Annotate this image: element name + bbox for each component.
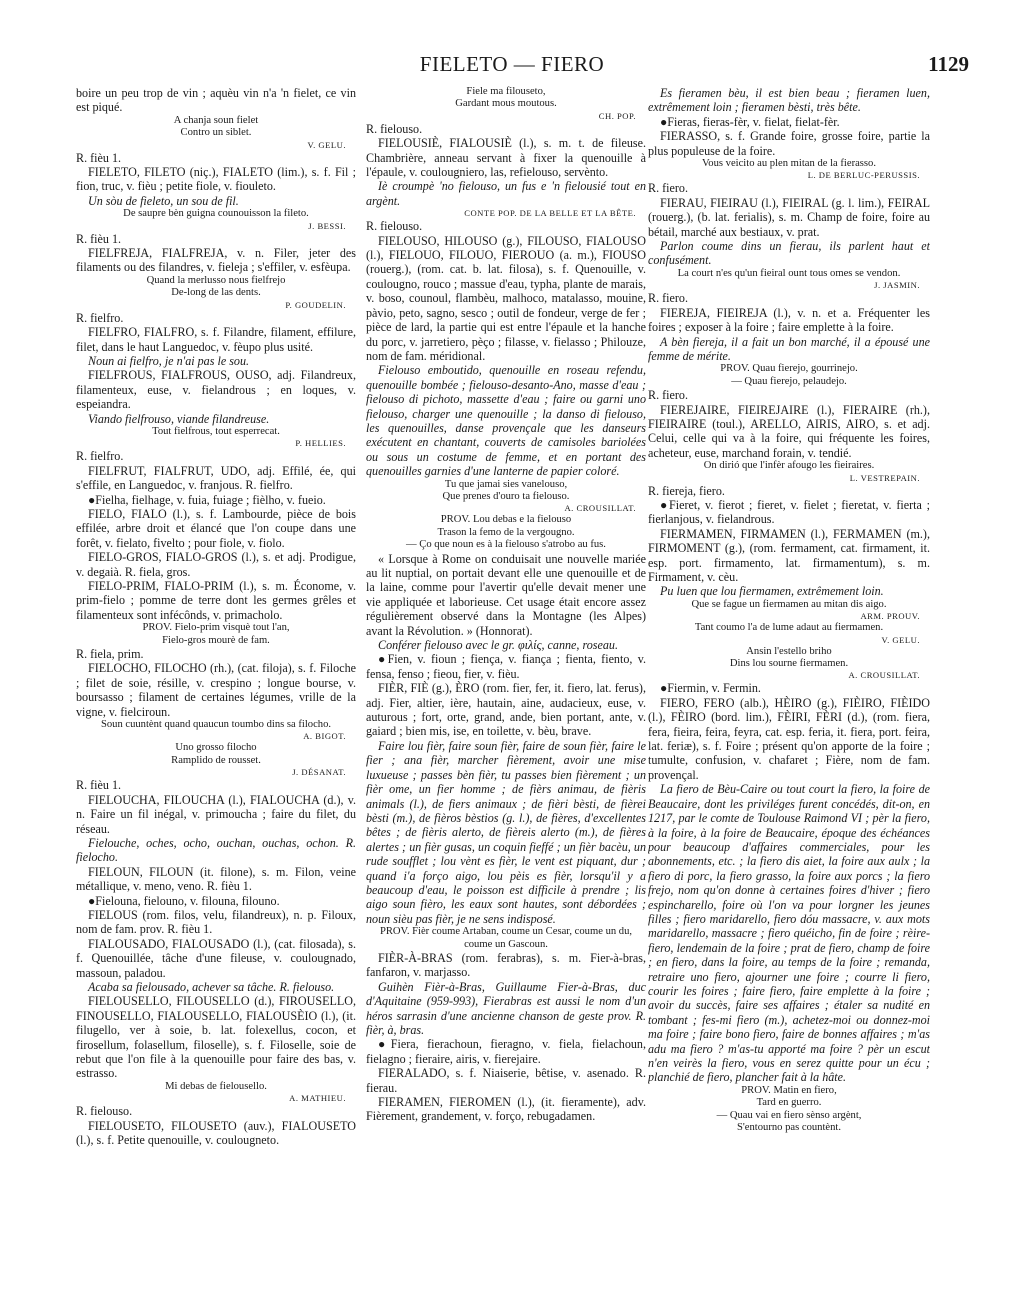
dictionary-entry: ●Fiera, fierachoun, fieragno, v. fiela, fielachoun, fielagno ; fieraire, airis, v. fierejaire. — [366, 1037, 646, 1066]
example-text: Iè croumpè 'no fielouso, un fus e 'n fielousié tout en argènt. — [366, 179, 646, 208]
page-title: FIELETO — FIERO — [419, 52, 605, 76]
quotation-source: P. GOUDELIN. — [285, 299, 346, 310]
etymology-line: R. fielfro. — [76, 310, 124, 325]
quotation-line: PROV. Quau fierejo, gourrinejo. — [720, 363, 858, 375]
dictionary-entry: FIELOUSO, HILOUSO (g.), FILOUSO, FIALOUSO (l.), FIELOUO, FILOUO, FIEROUO (a. m.), FIOUSO (rouerg.), (rom. cat. b. lat. filosa), s. f. Quenouille, v. coulougno, rouco ; massue d'eau, typha, plante de marais, v. boso, counoul, flambèu, malhoco, matalasso, mouine, pàvio, peto, sagno, sesco ; outil de fondeur, verge de fer ; pièce de lard, la partie qui est entre l'épaule et la hanche du porc, v. jarretiero, pèço ; filasse, v. fielasso ; Philouze, nom de fam. méridional. — [366, 233, 646, 363]
quotation-source: ARM. PROUV. — [860, 611, 920, 622]
etymology-line: R. fièu 1. — [76, 231, 122, 246]
dictionary-entry: FIELO-GROS, FIALO-GROS (l.), s. et adj. Prodigue, v. degaià. R. fiela, gros. — [76, 550, 356, 579]
dictionary-entry: FIEREJAIRE, FIEIREJAIRE (l.), FIERAIRE (rh.), FIEIRAIRE (toul.), ARELLO, AIRIS, AIRO, s. et adj. Celui, celle qui va à la foire, qui fréquente les foires, acheteur, euse, marchand forain, v. tendié. — [648, 402, 930, 460]
dictionary-entry: FIELFRO, FIALFRO, s. f. Filandre, filament, effilure, filet, dans le haut Languedoc, v. fèupo plus usité. — [76, 325, 356, 354]
quotation-line: De saupre bèn guigna counouisson la fileto. — [123, 208, 309, 220]
quotation-source: L. VESTREPAIN. — [849, 472, 920, 483]
dictionary-entry: FIELFRUT, FIALFRUT, UDO, adj. Effilé, ée, qui s'effile, en Languedoc, v. franjous. R. fielfro. — [76, 463, 356, 493]
dictionary-entry: FIERAMEN, FIEROMEN (l.), (it. fieramente), adv. Fièrement, grandement, v. forço, rebugadamen. — [366, 1095, 646, 1124]
etymology-line: boire un peu trop de vin ; aquèu vin n'a 'n fielet, ce vin est piqué. — [76, 86, 356, 115]
example-text: Fielouso emboutido, quenouille en roseau refendu, quenouille bombée ; fielouso-desanto-Ano, masse d'eau ; fielouso di pichoto, massette d'eau ; faire ou garni uno fielouso, charger une quenouille ; la danso di fielouso, les quenouilles, danse provençale que les danseurs exécutent en chantant, couverts de camisoles bariolées ou sous un costume de femme, et en portant des quenouilles garnies d'une lanterne de papier coloré. — [366, 363, 646, 479]
quotation-line: Vous veicito au plen mitan de la fierasso. — [702, 158, 876, 170]
quotation-line: Tant coumo l'a de lume adaut au fiermamen. — [694, 622, 884, 634]
quotation-source: L. DE BERLUC-PERUSSIS. — [807, 170, 920, 181]
etymology-line: R. fiero. — [648, 388, 688, 403]
quotation-line: A chanja soun fielet — [173, 114, 259, 126]
dictionary-entry: ●Fieret, v. fierot ; fieret, v. fielet ; fieretat, v. fierta ; fierlanjous, v. fielandrous. — [648, 497, 930, 527]
quotation-line: PROV. Lou debas e la fielouso — [440, 514, 572, 526]
dictionary-entry: FIEREJA, FIEIREJA (l.), v. n. et a. Fréquenter les foires ; exposer à la foire ; faire emplette à la foire. — [648, 305, 930, 335]
dictionary-entry: FIELO, FIALO (l.), s. f. Lambourde, pièce de bois effilée, arbre droit et élancé que l'on coupe dans une forêt, v. fielato, fivelto ; pour fiole, v. fiolo. — [76, 506, 356, 550]
dictionary-entry: FIERASSO, s. f. Grande foire, grosse foire, partie la plus populeuse de la foire. — [648, 129, 930, 158]
example-text: Faire lou fièr, faire soun fièr, faire de soun fièr, faire le fier ; ana fièr, marcher fièrement, avoir une mise luxueuse ; passes bèn fièr, tu passes bien fièrement ; un fièr ome, un fier homme ; de fièrs animau, de fièris animals (l.), de fiers animaux ; de fièri bèsti, de fièrei bèsti (m.), de fièros bèstios (g. l.), de fières, d'excellentes bêtes ; de fièris alerto, de fièreis alerto (m.), de fières alertes ; un fièr gusas, un coquin fieffé ; un fièr bacèu, un rude soufflet ; lou vènt es fièr, le vent est piquant, dur ; quand i'a forço aigo, lou pèis es fièr, lorsqu'il y a beaucoup d'eau, le poisson est difficile à prendre ; lis aigo soun fièro, les eaux sont hautes, sont débordées ; noun sièu pas fièr, je ne sens indisposé. — [366, 738, 646, 926]
etymology-line: R. fiero. — [648, 291, 688, 306]
quotation-line: Tout fielfrous, tout esperrecat. — [152, 425, 280, 437]
quotation-source: V. GELU. — [307, 139, 346, 150]
etymology-line: R. fièu 1. — [76, 778, 122, 793]
running-head — [0, 52, 1024, 82]
quotation-line: Uno grosso filocho — [175, 742, 257, 754]
quotation-line: — Quau vai en fiero sènso argènt, — [716, 1109, 862, 1121]
example-text: A bèn fiereja, il a fait un bon marché, il a épousé une femme de mérite. — [648, 334, 930, 363]
text-column-middle — [366, 86, 646, 1286]
quotation-line: PROV. Fielo-prim visquè tout l'an, — [142, 622, 290, 634]
quotation-line: Dins lou sourne fiermamen. — [729, 658, 849, 670]
quotation-line: PROV. Matin en fiero, — [741, 1084, 837, 1096]
quotation-source: P. HELLIES. — [295, 438, 346, 449]
example-text: Un sòu de fieleto, un sou de fil. — [88, 193, 239, 208]
example-text: Pu luen que lou fiermamen, extrêmement loin. — [660, 584, 884, 599]
example-text: Parlon coume dins un fierau, ils parlent haut et confusément. — [648, 239, 930, 268]
dictionary-entry: FIELOUSETO, FILOUSETO (auv.), FIALOUSETO (l.), s. f. Petite quenouille, v. coulougneto. — [76, 1118, 356, 1148]
dictionary-entry: FIERO, FERO (alb.), HÈIRO (g.), FIÈIRO, FIÈIDO (l.), FÈIRO (bord. lim.), FÈIRI, FÈRI (d.), (rom. fiera, fera, fieira, feira, feyra, cat. esp. feria, it. fiera, port. feira, lat. feriæ), s. f. Foire ; présent qu'on apporte de la foire ; tumulte, confusion, v. chafaret ; Fière, nom de fam. provençal. — [648, 695, 930, 782]
etymology-line: R. fiela, prim. — [76, 647, 144, 662]
etymology-line: R. fièu 1. — [76, 150, 122, 165]
quotation-line: La court n'es qu'un fieiral ount tous omes se vendon. — [677, 267, 901, 279]
dictionary-entry: FIERALADO, s. f. Niaiserie, bêtise, v. asenado. R. fierau. — [366, 1066, 646, 1095]
dictionary-entry: ●Fiermin, v. Fermin. — [660, 681, 761, 696]
quotation-line: Ramplido de rousset. — [171, 754, 261, 766]
etymology-line: R. fielfro. — [76, 449, 124, 464]
etymology-line: R. fielouso. — [366, 219, 423, 234]
dictionary-entry: FIELOCHO, FILOCHO (rh.), (cat. filoja), s. f. Filoche ; filet de soie, résille, v. crespino ; longue bourse, v. boursasso ; filament de certaines légumes, vrille de la vigne, v. fielciroun. — [76, 661, 356, 719]
dictionary-entry: FIELOUSIÈ, FIALOUSIÈ (l.), s. m. t. de fileuse. Chambrière, anneau servant à fixer la quenouille à l'épaule, v. coulougniero, las, refielouso, servènto. — [366, 136, 646, 180]
example-text: Acaba sa fielousado, achever sa tâche. R. fielouso. — [88, 979, 335, 994]
quotation-line: Que prenes d'ouro ta fielouso. — [442, 490, 570, 502]
quotation-line: De-long de las dents. — [171, 287, 261, 299]
etymology-line: R. fiero. — [648, 181, 688, 196]
dictionary-entry: FIÈR, FIÈ (g.), ÈRO (rom. fier, fer, it. fiero, lat. ferus), adj. Fier, altier, ière, hautain, aine, audacieux, euse, v. auturous ; fort, orte, grand, ande, bien portant, ante, v. gaiard ; bien mis, ise, en toilette, v. bèu, brave. — [366, 681, 646, 739]
dictionary-entry: FIELO-PRIM, FIALO-PRIM (l.), s. m. Économe, v. prim-fielo ; pomme de terre dont les germes grêles et filamenteux sont infécônds, v. primacholo. — [76, 579, 356, 622]
example-text: Fielouche, oches, ocho, ouchan, ouchas, ochon. R. fielocho. — [76, 835, 356, 865]
quotation-line: Que se fague un fiermamen au mitan dis aigo. — [691, 598, 887, 610]
quotation-source: A. CROUSILLAT. — [564, 503, 636, 514]
quotation-line: Soun cuuntènt quand quaucun toumbo dins sa filocho. — [100, 719, 332, 731]
dictionary-entry: FIELETO, FILETO (niç.), FIALETO (lim.), s. f. Fil ; fion, truc, v. fièu ; petite fiole, v. fiouleto. — [76, 165, 356, 194]
quotation-line: — Quau fierejo, pelaudejo. — [731, 375, 847, 387]
dictionary-entry: FIELOUSELLO, FILOUSELLO (d.), FIROUSELLO, FINOUSELLO, FIALOUSELLO, FIALOUSÈIO (l.), (it. filugello, ver à soie, b. lat. folexellus, cocon, et firosellum, folasellum, filoselle), s. f. Filoselle, soie de rebut que l'on file à la quenouille pour faire des bas, v. estrasso. — [76, 994, 356, 1081]
text-column-right — [648, 86, 930, 1286]
quotation-line: Fiele ma filouseto, — [466, 86, 546, 97]
dictionary-entry: ●Fien, v. fioun ; fiença, v. fiança ; fienta, fiento, v. fensa, fenso ; fieou, fier, v. fièu. — [366, 652, 646, 681]
text-column-left — [76, 86, 356, 1286]
dictionary-entry: FIÈR-À-BRAS (rom. ferabras), s. m. Fier-à-bras, fanfaron, v. marjasso. — [366, 950, 646, 980]
quotation-source: J. JASMIN. — [874, 280, 920, 291]
dictionary-entry: FIELOUN, FILOUN (it. filone), s. m. Filon, veine métallique, v. meno, veno. R. fièu 1. — [76, 864, 356, 894]
dictionary-entry: FIELOUS (rom. filos, velu, filandreux), n. p. Filoux, nom de fam. prov. R. fièu 1. — [76, 907, 356, 937]
etymology-line: R. fielouso. — [366, 121, 423, 136]
example-text: Noun ai fielfro, je n'ai pas le sou. — [88, 353, 250, 368]
dictionary-entry: FIELFREJA, FIALFREJA, v. n. Filer, jeter des filaments ou des filandres, v. fieleja ; s'effiler, v. esfèupa. — [76, 246, 356, 275]
quotation-line: Ansin l'estello briho — [746, 645, 832, 657]
quotation-line: Trason la femo de la vergougno. — [437, 526, 575, 538]
dictionary-entry: FIERAU, FIEIRAU (l.), FIEIRAL (g. l. lim.), FEIRAL (rouerg.), (b. lat. ferialis), s. m. Champ de foire, foire au bétail, marché aux bestiaux, v. prat. — [648, 195, 930, 239]
dictionary-entry: ●Fieras, fieras-fèr, v. fielat, fielat-fèr. — [660, 114, 840, 129]
quotation-source: CH. POP. — [598, 110, 636, 121]
quotation-source: A. CROUSILLAT. — [848, 670, 920, 681]
example-text: La fiero de Bèu-Caire ou tout court la fiero, la foire de Beaucaire, dont les priviléges furent concédés, dit-on, en 1217, par le comte de Toulouse Raimond VI ; pèr la fiero, à la foire, à la foire de Beaucaire, époque des échéances pour beaucoup d'affaires commerciales, pour les abonnements, etc. ; la fiero dis aiet, la foire aux aulx ; la fiero di porc, la fiero grasso, la foire aux porcs ; la fiero frejo, nom qu'on donne à certaines foires d'hiver ; fiero espincharello, foire où l'on va pour lorgner les jeunes filles ; fiero maridarello, fiero dóu massacre, v. aux mots maridarello, massacre ; fiero quéicho, fin de foire ; rèire-fiero, lendemain de la foire ; prat de fiero, champ de foire ; en fiero, dans la foire, au temps de la foire ; remanda, retraire uno fiero, ajourner une foire ; courre li fiero, courir les foires ; faire fiero, faire emplette à la foire ; avoir du succès, faire ses affaires ; étaler sa nudité en tombant ; fes-mi fiero (m.), achetez-moi ou donnez-moi ma foire ; faire bono fiero, faire de bonnes affaires ; m'as adu ma fiero ? m'as-tu apporté ma foire ? pèr un escut n'en veirès la fiero, vous en serez quitte pour un écu ; planchié de fiero, plancher fait à la hâte. — [648, 782, 930, 1085]
dictionary-entry: FIALOUSADO, FIALOUSADO (l.), (cat. filosada), s. f. Quenouillée, tâche d'une fileuse, v. coulougnado, massoun, paladou. — [76, 936, 356, 980]
etymology-line: R. fiereja, fiero. — [648, 483, 725, 498]
quotation-source: J. BESSI. — [308, 220, 346, 231]
quotation-source: A. BIGOT. — [303, 731, 346, 742]
dictionary-entry: ●Fielouna, fielouno, v. filouna, filouno. — [88, 893, 280, 908]
quotation-source: CONTE POP. DE LA BELLE ET LA BÊTE. — [464, 208, 636, 219]
dictionary-entry: FIELOUCHA, FILOUCHA (l.), FIALOUCHA (d.), v. n. Faire un fil inégal, v. primoucha ; faire du filet, du réseau. — [76, 792, 356, 836]
quotation-line: Contro un siblet. — [180, 127, 252, 139]
quotation-line: On dirió que l'infèr afougo les fieiraires. — [703, 460, 875, 472]
example-text: Viando fielfrouso, viande filandreuse. — [88, 411, 270, 426]
quotation-source: V. GELU. — [881, 634, 920, 645]
quotation-line: Fielo-gros mourè de fam. — [162, 634, 270, 646]
quotation-line: PROV. Fièr coume Artaban, coume un Cesar, coume un du, coume un Gascoun. — [379, 926, 633, 950]
dictionary-entry: « Lorsque à Rome on conduisait une nouvelle mariée au lit nuptial, on portait devant elle une quenouille et de la laine, comme pour l'avertir qu'elle devait mener une vie appliquée et laborieuse. Cet usage était encore assez régulièrement observé dans la Montagne (les Alpes) avant la Révolution. » (Honnorat). — [366, 551, 646, 638]
quotation-line: Tard en guerro. — [756, 1097, 822, 1109]
etymology-line: R. fielouso. — [76, 1104, 133, 1119]
quotation-source: J. DÉSANAT. — [292, 767, 346, 778]
quotation-line: Mi debas de fielousello. — [165, 1080, 267, 1092]
quotation-line: Tu que jamai sies vanelouso, — [444, 478, 568, 490]
dictionary-entry: ●Fielha, fielhage, v. fuia, fuiage ; fièlho, v. fueio. — [88, 492, 326, 507]
quotation-line: — Ço que noun es à la fielouso s'atrobo au fus. — [406, 539, 606, 551]
example-text: Guihèn Fièr-à-Bras, Guillaume Fier-à-Bras, duc d'Aquitaine (959-993), Fierabras est aussi le nom d'un héros sarrasin d'une ancienne chanson de geste prov. R. fièr, à, bras. — [366, 979, 646, 1037]
dictionary-entry: FIERMAMEN, FIRMAMEN (l.), FERMAMEN (m.), FIRMOMENT (g.), (rom. fermament, cat. firmament, it. esp. port. firmamento, lat. firmamentum), s. m. Firmament, v. cèu. — [648, 526, 930, 584]
example-text: Conférer fielouso avec le gr. φιλίς, canne, roseau. — [378, 638, 618, 653]
dictionary-entry: FIELFROUS, FIALFROUS, OUSO, adj. Filandreux, filamenteux, euse, v. fielandrous ; en loques, v. espeiandra. — [76, 368, 356, 412]
page-number: 1129 — [928, 52, 969, 76]
quotation-line: Quand la merlusso nous fielfrejo — [146, 274, 286, 286]
quotation-line: Gardant mous moutous. — [455, 98, 557, 110]
quotation-source: A. MATHIEU. — [289, 1093, 346, 1104]
example-text: Es fieramen bèu, il est bien beau ; fieramen luen, extrêmement loin ; fieramen bèsti, très bête. — [648, 86, 930, 115]
quotation-line: S'entourno pas countènt. — [736, 1122, 841, 1134]
